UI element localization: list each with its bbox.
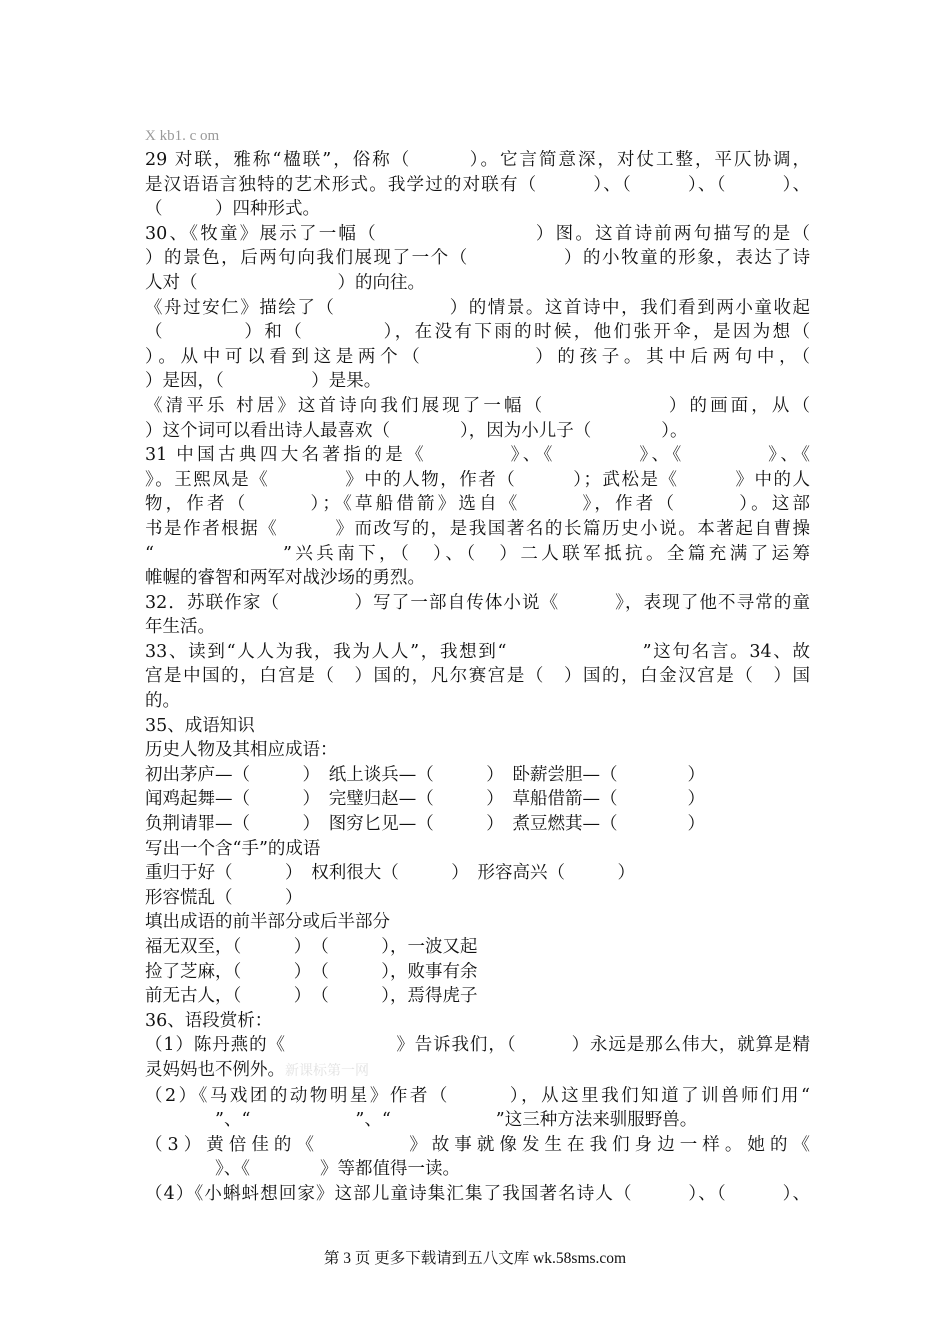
text-line (145, 640, 810, 665)
line-text: 前无古人，（ ） （ ），焉得虎子 (145, 986, 478, 1007)
line-text: 人对（ ）的向往。 (145, 272, 425, 293)
line-text: 宫是中国的，白宫是（ ）国的，凡尔赛宫是（ ）国的，白金汉宫是（ ）国 (145, 666, 810, 687)
text-line (145, 615, 810, 640)
line-text: ）。从中可以看到这是两个（ ）的孩子。其中后两句中，（ (145, 346, 810, 367)
line-text: 的。 (145, 691, 180, 712)
text-line (145, 246, 810, 271)
text-line (145, 271, 810, 296)
document-body (145, 148, 810, 1207)
line-text: 32．苏联作家（ ）写了一部自传体小说《 》，表现了他不寻常的童 (145, 592, 810, 613)
text-line (145, 468, 810, 493)
line-text: 灵妈妈也不例外。 (145, 1059, 285, 1080)
text-line (145, 591, 810, 616)
line-text: 形容慌乱（ ） (145, 887, 303, 908)
line-text: （1）陈丹燕的《 》告诉我们，（ ）永远是那么伟大，就算是精 (145, 1035, 810, 1056)
text-line (145, 886, 810, 911)
text-line (145, 861, 810, 886)
text-line (145, 812, 810, 837)
line-text: 福无双至，（ ） （ ），一波又起 (145, 937, 478, 957)
line-text: 33、读到“人人为我，我为人人”，我想到“ ”这句名言。34、故 (145, 641, 810, 662)
text-line (145, 984, 810, 1009)
text-line (145, 1133, 810, 1158)
line-text: ）这个词可以看出诗人最喜欢（ ），因为小儿子（ ）。 (145, 420, 688, 441)
line-text: 《舟过安仁》描绘了（ ）的情景。这首诗中，我们看到两小童收起 (145, 297, 810, 318)
line-text: 31 中国古典四大名著指的是《 》、《 》、《 》、《 (145, 445, 810, 466)
text-line (145, 1157, 810, 1182)
line-text: 写出一个含“手”的成语 (145, 838, 321, 859)
line-text: （2）《马戏团的动物明星》作者（ ），从这里我们知道了训兽师们用“ (145, 1085, 810, 1106)
text-line (145, 787, 810, 812)
line-text: （ ）和（ ），在没有下雨的时候，他们张开伞，是因为想（ (145, 322, 810, 343)
text-line (145, 492, 810, 517)
line-text: 负荆请罪—（ ） 图穷匕见—（ ） 煮豆燃萁—（ ） (145, 814, 705, 835)
text-line (145, 566, 810, 591)
line-text: 29 对联，雅称“楹联”，俗称（ ）。它言简意深，对仗工整，平仄协调， (145, 150, 810, 170)
text-line (145, 763, 810, 788)
text-line (145, 1009, 810, 1034)
line-text: 36、语段赏析： (145, 1010, 273, 1031)
line-text: 捡了芝麻，（ ） （ ），败事有余 (145, 961, 478, 982)
text-line (145, 222, 810, 247)
text-line (145, 320, 810, 345)
line-text: 闻鸡起舞—（ ） 完璧归赵—（ ） 草船借箭—（ ） (145, 789, 705, 810)
line-text: 书是作者根据《 》而改写的，是我国著名的长篇历史小说。本著起自曹操 (145, 518, 810, 539)
text-line (145, 419, 810, 444)
text-line (145, 148, 810, 173)
text-line (145, 369, 810, 394)
page-footer: 第 3 页 更多下载请到五八文库 wk.58sms.com (323, 1250, 627, 1267)
line-text: 重归于好（ ） 权利很大（ ） 形容高兴（ ） (145, 863, 635, 884)
text-line (145, 738, 810, 763)
line-text: 《清平乐 村居》这首诗向我们展现了一幅（ ）的画面，从（ (145, 395, 810, 416)
line-text: 是汉语语言独特的艺术形式。我学过的对联有（ ）、（ ）、（ ）、 (145, 174, 810, 195)
line-text: 历史人物及其相应成语： (145, 740, 338, 761)
line-text: 35、成语知识 (145, 715, 255, 736)
faint-watermark-text: 新课标第一网 (285, 1062, 369, 1079)
text-line (145, 910, 810, 935)
text-line (145, 664, 810, 689)
line-text: 物，作者（ ）；《草船借箭》选自《 》，作者（ ）。这部 (145, 494, 810, 515)
text-line (145, 443, 810, 468)
text-line (145, 837, 810, 862)
text-line (145, 960, 810, 985)
line-text: 填出成语的前半部分或后半部分 (145, 912, 390, 933)
line-text: （4）《小蝌蚪想回家》这部儿童诗集汇集了我国著名诗人（ ）、（ ）、 (145, 1183, 810, 1204)
watermark: X kb1. c om (145, 128, 220, 144)
line-text: 30、《牧童》展示了一幅（ ）图。这首诗前两句描写的是（ (145, 223, 810, 244)
line-text: 年生活。 (145, 617, 215, 638)
line-text: ）是因，（ ）是果。 (145, 371, 382, 392)
text-line (145, 1084, 810, 1109)
text-line (145, 542, 810, 567)
text-line (145, 345, 810, 370)
text-line (145, 296, 810, 321)
line-text: 》、《 》等都值得一读。 (145, 1159, 460, 1180)
text-line (145, 689, 810, 714)
line-text: （ ）四种形式。 (145, 199, 320, 220)
text-line (145, 1058, 810, 1084)
text-line (145, 1182, 810, 1207)
text-line (145, 173, 810, 198)
text-line (145, 935, 810, 960)
line-text: ）的景色，后两句向我们展现了一个（ ）的小牧童的形象，表达了诗 (145, 248, 810, 269)
line-text: 》。王熙凤是《 》中的人物，作者（ ）；武松是《 》中的人 (145, 469, 810, 490)
line-text: 帷幄的睿智和两军对战沙场的勇烈。 (145, 568, 425, 589)
text-line (145, 394, 810, 419)
line-text: ”、“ ”、“ ”这三种方法来驯服野兽。 (145, 1110, 698, 1131)
text-line (145, 1033, 810, 1058)
text-line (145, 714, 810, 739)
line-text: “ ”兴兵南下，（ ）、（ ）二人联军抵抗。全篇充满了运筹 (145, 543, 810, 564)
line-text: （3）黄倍佳的《 》故事就像发生在我们身边一样。她的《 (145, 1134, 810, 1155)
text-line (145, 1108, 810, 1133)
text-line (145, 197, 810, 222)
line-text: 初出茅庐—（ ） 纸上谈兵—（ ） 卧薪尝胆—（ ） (145, 764, 705, 785)
text-line (145, 517, 810, 542)
